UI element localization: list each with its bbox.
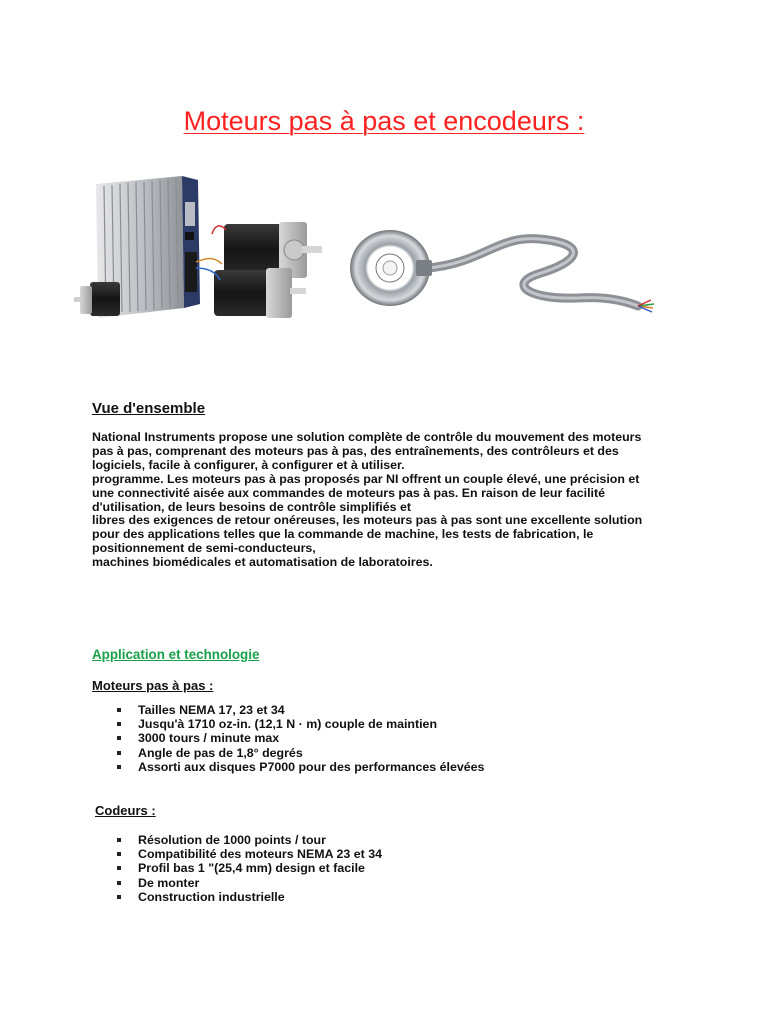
overview-line: une connectivité aisée aux commandes de moteurs pas à pas. En raison de leur facilité (92, 485, 606, 500)
list-item: 3000 tours / minute max (92, 731, 484, 745)
encoder-features-list (92, 833, 382, 904)
overview-line: machines biomédicales et automatisation de laboratoires. (92, 555, 433, 570)
list-item: Profil bas 1 "(25,4 mm) design et facile (92, 861, 382, 875)
overview-line: pour des applications telles que la commande de machine, les tests de fabrication, le (92, 527, 594, 542)
stepper-motors-heading: Moteurs pas à pas : (92, 678, 214, 693)
overview-line: positionnement de semi-conducteurs, (92, 541, 316, 556)
list-item: Construction industrielle (92, 890, 382, 904)
list-item: Résolution de 1000 points / tour (92, 833, 382, 847)
overview-line: d'utilisation, de leurs besoins de contrôle simplifiés et (92, 499, 411, 514)
encoder-image (348, 222, 658, 326)
stepper-features-list (92, 703, 484, 774)
overview-line: pas à pas, comprenant des moteurs pas à pas, des entraînements, des contrôleurs et des (92, 443, 619, 458)
overview-line: libres des exigences de retour onéreuses, les moteurs pas à pas sont une excellente solution (92, 513, 643, 528)
stepper-motors-image (74, 172, 330, 332)
encoders-heading: Codeurs : (95, 803, 156, 818)
overview-line: programme. Les moteurs pas à pas proposés par NI offrent un couple élevé, une précision et (92, 471, 640, 486)
list-item: Assorti aux disques P7000 pour des performances élevées (92, 760, 484, 774)
overview-line: National Instruments propose une solution complète de contrôle du mouvement des moteurs (92, 430, 642, 444)
page-title: Moteurs pas à pas et encodeurs : (183, 106, 585, 136)
list-item: Angle de pas de 1,8° degrés (92, 746, 484, 760)
application-heading: Application et technologie (92, 647, 260, 662)
list-item: Compatibilité des moteurs NEMA 23 et 34 (92, 847, 382, 861)
overview-paragraph (92, 431, 692, 570)
list-item: Tailles NEMA 17, 23 et 34 (92, 703, 484, 717)
overview-heading: Vue d'ensemble (92, 400, 206, 417)
overview-line: logiciels, facile à configurer, à configurer et à utiliser. (92, 457, 405, 472)
list-item: Jusqu'à 1710 oz-in. (12,1 N · m) couple de maintien (92, 717, 484, 731)
list-item: De monter (92, 876, 382, 890)
